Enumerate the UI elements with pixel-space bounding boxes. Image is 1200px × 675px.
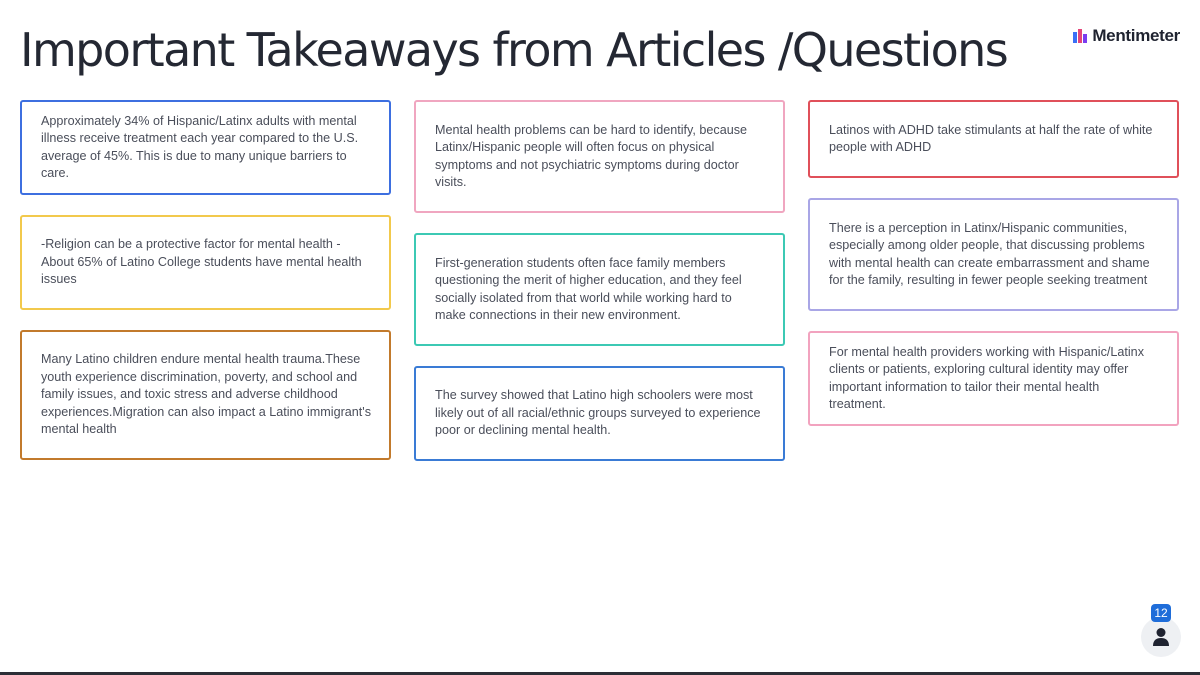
takeaway-text: The survey showed that Latino high schoolers were most likely out of all racial/ethnic groups surveyed to experience poor or declining mental health. bbox=[435, 388, 761, 438]
brand-logo bbox=[1073, 26, 1180, 46]
participants-widget bbox=[1141, 604, 1181, 656]
participants-button[interactable] bbox=[1141, 617, 1181, 657]
takeaway-card bbox=[808, 331, 1179, 426]
brand-name: Mentimeter bbox=[1092, 26, 1180, 45]
takeaway-text: For mental health providers working with Hispanic/Latinx clients or patients, exploring cultural identity may offer important information to tailor their mental health treatment. bbox=[829, 344, 1144, 411]
takeaway-text: Many Latino children endure mental health trauma.These youth experience discrimination, poverty, and school and family issues, and toxic stress and adverse childhood experiences.Migration can also impact a Latino immigrant's mental health bbox=[41, 352, 371, 437]
takeaway-card bbox=[20, 100, 391, 195]
takeaway-text: First-generation students often face family members questioning the merit of higher education, and they feel socially isolated from that world while working hard to make connections in their new environment. bbox=[435, 255, 742, 322]
takeaway-card bbox=[20, 330, 391, 460]
takeaway-card bbox=[414, 233, 785, 346]
takeaway-text: Mental health problems can be hard to identify, because Latinx/Hispanic people will often focus on physical symptoms and not psychiatric symptoms during doctor visits. bbox=[435, 122, 748, 189]
takeaway-text: There is a perception in Latinx/Hispanic communities, especially among older people, that discussing problems with mental health can create embarrassment and shame for the family, resulting in fewer people seeking treatment bbox=[829, 220, 1150, 287]
slide-title: Important Takeaways from Articles /Questions bbox=[20, 23, 1008, 77]
takeaway-card bbox=[414, 366, 785, 461]
takeaway-text: -Religion can be a protective factor for mental health - About 65% of Latino College students have mental health issues bbox=[41, 237, 362, 287]
column-2 bbox=[414, 100, 785, 461]
takeaways-grid bbox=[20, 100, 1180, 461]
participant-count-badge: 12 bbox=[1151, 604, 1171, 622]
column-3 bbox=[808, 100, 1179, 461]
mentimeter-logo-icon bbox=[1073, 29, 1087, 43]
person-icon bbox=[1152, 627, 1170, 647]
takeaway-text: Latinos with ADHD take stimulants at half the rate of white people with ADHD bbox=[829, 122, 1153, 154]
takeaway-text: Approximately 34% of Hispanic/Latinx adults with mental illness receive treatment each year compared to the U.S. average of 45%. This is due to many unique barriers to care. bbox=[41, 113, 359, 180]
takeaway-card bbox=[808, 100, 1179, 178]
takeaway-card bbox=[414, 100, 785, 213]
column-1 bbox=[20, 100, 391, 461]
takeaway-card bbox=[20, 215, 391, 310]
takeaway-card bbox=[808, 198, 1179, 311]
